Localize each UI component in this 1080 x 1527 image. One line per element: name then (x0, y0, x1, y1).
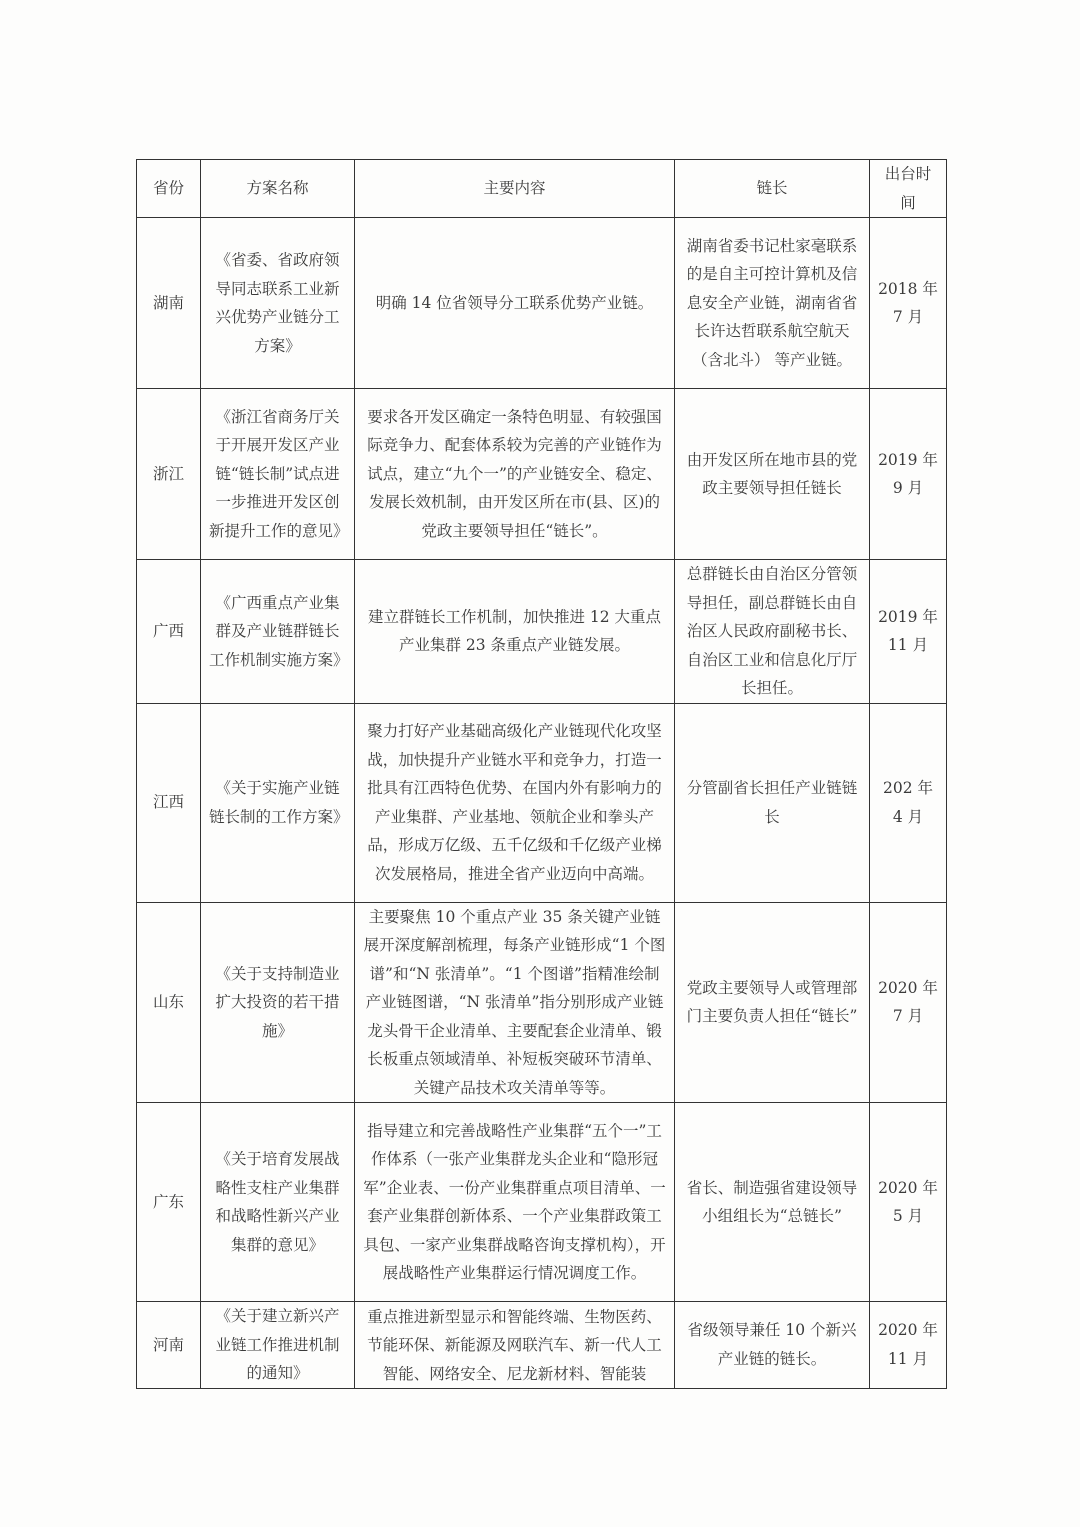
cell-date: 2020 年 5 月 (870, 1103, 947, 1302)
cell-date: 2019 年 11 月 (870, 560, 947, 704)
cell-name: 《关于培育发展战略性支柱产业集群和战略性新兴产业集群的意见》 (201, 1103, 355, 1302)
table-row (137, 703, 947, 902)
cell-content: 主要聚焦 10 个重点产业 35 条关键产业链展开深度解剖梳理，每条产业链形成“1 个图谱”和“N 张清单”。“1 个图谱”指精准绘制产业链图谱，“N 张清单”指分别形成产业链龙头骨干企业清单、主要配套企业清单、锻长板重点领域清单、补短板突破环节清单、关键产品技术攻关清单等等。 (355, 902, 675, 1103)
cell-date: 2019 年 9 月 (870, 389, 947, 560)
cell-name: 《浙江省商务厅关于开展开发区产业链“链长制”试点进一步推进开发区创新提升工作的意见》 (201, 389, 355, 560)
header-chain-leader: 链长 (675, 160, 870, 218)
cell-date: 2020 年 11 月 (870, 1302, 947, 1389)
cell-name: 《省委、省政府领导同志联系工业新兴优势产业链分工方案》 (201, 218, 355, 389)
cell-province: 广西 (137, 560, 201, 704)
cell-name: 《关于建立新兴产业链工作推进机制的通知》 (201, 1302, 355, 1389)
table-header-row (137, 160, 947, 218)
cell-chain-leader: 湖南省委书记杜家毫联系的是自主可控计算机及信息安全产业链，湖南省省长许达哲联系航空航天（含北斗） 等产业链。 (675, 218, 870, 389)
header-name: 方案名称 (201, 160, 355, 218)
cell-name: 《广西重点产业集群及产业链群链长工作机制实施方案》 (201, 560, 355, 704)
table-row (137, 389, 947, 560)
cell-chain-leader: 党政主要领导人或管理部门主要负责人担任“链长” (675, 902, 870, 1103)
table-row (137, 218, 947, 389)
cell-chain-leader: 由开发区所在地市县的党政主要领导担任链长 (675, 389, 870, 560)
cell-content: 建立群链长工作机制，加快推进 12 大重点产业集群 23 条重点产业链发展。 (355, 560, 675, 704)
cell-content: 指导建立和完善战略性产业集群“五个一”工作体系（一张产业集群龙头企业和“隐形冠军”企业表、一份产业集群重点项目清单、一套产业集群创新体系、一个产业集群政策工具包、一家产业集群战略咨询支撑机构），开展战略性产业集群运行情况调度工作。 (355, 1103, 675, 1302)
cell-province: 浙江 (137, 389, 201, 560)
cell-content: 明确 14 位省领导分工联系优势产业链。 (355, 218, 675, 389)
cell-date: 2020 年 7 月 (870, 902, 947, 1103)
cell-content: 聚力打好产业基础高级化产业链现代化攻坚战，加快提升产业链水平和竞争力，打造一批具有江西特色优势、在国内外有影响力的产业集群、产业基地、领航企业和拳头产品，形成万亿级、五千亿级和千亿级产业梯次发展格局，推进全省产业迈向中高端。 (355, 703, 675, 902)
cell-date: 2018 年 7 月 (870, 218, 947, 389)
table-row (137, 560, 947, 704)
cell-name: 《关于支持制造业扩大投资的若干措施》 (201, 902, 355, 1103)
cell-province: 河南 (137, 1302, 201, 1389)
cell-chain-leader: 省长、制造强省建设领导小组组长为“总链长” (675, 1103, 870, 1302)
table-row (137, 902, 947, 1103)
header-province: 省份 (137, 160, 201, 218)
cell-province: 广东 (137, 1103, 201, 1302)
header-date: 出台时间 (870, 160, 947, 218)
cell-chain-leader: 省级领导兼任 10 个新兴产业链的链长。 (675, 1302, 870, 1389)
cell-chain-leader: 分管副省长担任产业链链长 (675, 703, 870, 902)
table-row (137, 1103, 947, 1302)
cell-name: 《关于实施产业链链长制的工作方案》 (201, 703, 355, 902)
cell-content-text: 重点推进新型显示和智能终端、生物医药、节能环保、新能源及网联汽车、新一代人工智能、网络安全、尼龙新材料、智能装 (367, 1307, 662, 1383)
cell-content (355, 1302, 675, 1389)
cell-province: 湖南 (137, 218, 201, 389)
table-row (137, 1302, 947, 1389)
cell-date: 202 年 4 月 (870, 703, 947, 902)
header-content: 主要内容 (355, 160, 675, 218)
cell-province: 江西 (137, 703, 201, 902)
cell-content: 要求各开发区确定一条特色明显、有较强国际竞争力、配套体系较为完善的产业链作为试点，建立“九个一”的产业链安全、稳定、发展长效机制，由开发区所在市(县、区)的党政主要领导担任“链长”。 (355, 389, 675, 560)
industry-chain-table (136, 159, 947, 1389)
cell-chain-leader: 总群链长由自治区分管领导担任，副总群链长由自治区人民政府副秘书长、自治区工业和信息化厅厅长担任。 (675, 560, 870, 704)
cell-province: 山东 (137, 902, 201, 1103)
